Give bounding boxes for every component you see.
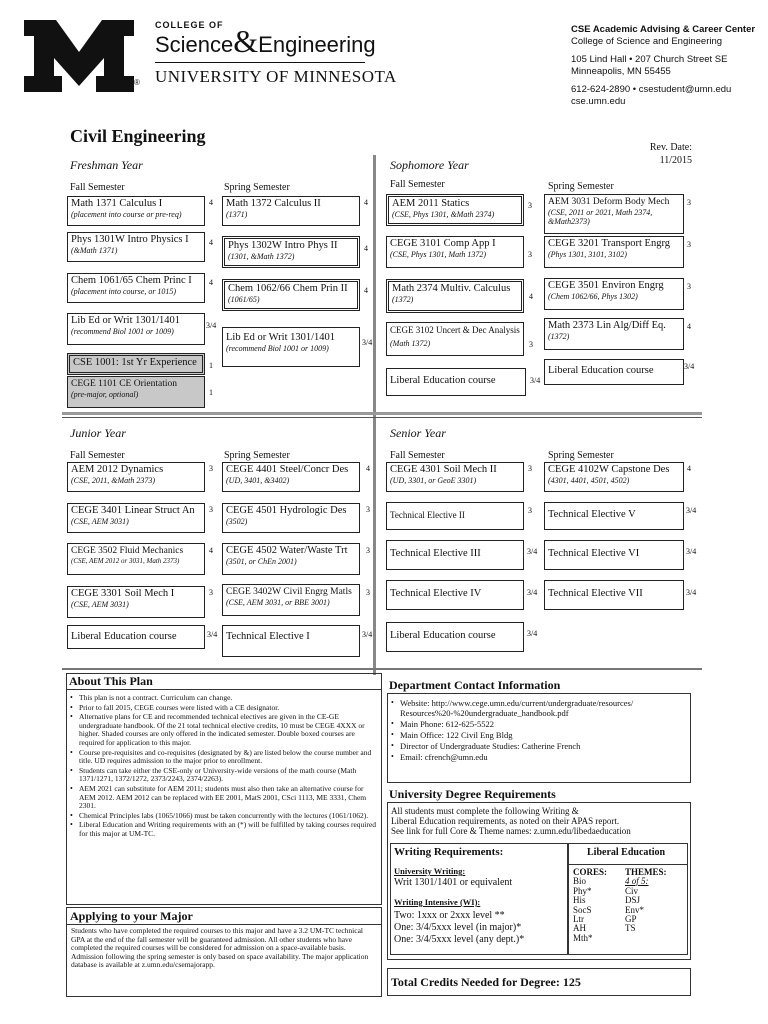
course-box: Math 2373 Lin Alg/Diff Eq. (1372) <box>544 318 684 350</box>
dept-contact-box <box>387 693 691 783</box>
course-credits: 3/4 <box>527 547 538 556</box>
course-box: Lib Ed or Writ 1301/1401 (recommend Biol 1001 or 1009) <box>222 327 360 367</box>
fall-semester-label: Fall Semester <box>390 450 445 461</box>
university-m-logo <box>24 20 134 92</box>
dept-contact-list <box>391 698 689 763</box>
course-credits: 3 <box>687 282 691 291</box>
course-box: CEGE 3401 Linear Struct An (CSE, AEM 3031) <box>67 503 205 533</box>
wi-line: One: 3/4/5xxx level (in major)* <box>394 922 522 933</box>
college-of-label: COLLEGE OF <box>155 20 224 30</box>
themes-column: THEMES: 4 of 5: Civ DSJ Env* GP TS <box>625 867 667 934</box>
course-credits: 3 <box>366 588 370 597</box>
univ-req-box <box>387 802 691 960</box>
course-box: Technical Elective IV <box>386 580 524 610</box>
course-credits: 3/4 <box>686 547 697 556</box>
course-credits: 4 <box>687 322 691 331</box>
course-credits: 1 <box>209 361 213 370</box>
dept-email[interactable]: • Email: cfrench@umn.edu <box>391 752 689 762</box>
center-name: CSE Academic Advising & Career Center <box>571 24 756 35</box>
total-credits-box <box>387 968 691 996</box>
heading-rule <box>67 689 381 690</box>
course-box: Technical Elective I <box>222 625 360 657</box>
applying-major-box <box>66 907 382 997</box>
course-box: AEM 2012 Dynamics (CSE, 2011, &Math 2373) <box>67 462 205 492</box>
course-box: Math 1371 Calculus I (placement into course or pre-req) <box>67 196 205 226</box>
applying-major-text: Students who have completed the required courses to this major and have a 3.2 UM-TC technical GPA at the end of the fall semester will be guaranteed admission. All other students who have completed the required courses will be considered for admission on a space-available basis. Admission following the spring semester is only based on space availability. The major application database is available at z.umn.edu/csemajorapp. <box>71 926 369 970</box>
course-box-required: Math 2374 Multiv. Calculus (1372) <box>386 279 524 313</box>
course-box: AEM 3031 Deform Body Mech (CSE, 2011 or 2021, Math 2374, &Math2373) <box>544 194 684 234</box>
course-credits: 4 <box>209 238 213 247</box>
course-credits: 3 <box>528 506 532 515</box>
registered-mark: ® <box>134 78 140 87</box>
about-plan-heading: About This Plan <box>69 674 153 688</box>
course-credits: 3/4 <box>362 338 373 347</box>
course-box-required: Phys 1302W Intro Phys II (1301, &Math 1372) <box>222 236 360 268</box>
writing-req-heading: Writing Requirements: <box>394 846 504 858</box>
course-credits: 1 <box>209 388 213 397</box>
course-credits: 3 <box>366 546 370 555</box>
about-bullet: • Course pre-requisites and co-requisites (designated by &) are listed below the course number and title. UD requires admission to the major prior to enrollment. <box>70 749 378 766</box>
spring-semester-label: Spring Semester <box>224 182 290 193</box>
course-box: CEGE 4301 Soil Mech II (UD, 3301, or GeoE 3301) <box>386 462 524 492</box>
course-credits: 3 <box>687 198 691 207</box>
course-box: CEGE 3502 Fluid Mechanics (CSE, AEM 2012 or 3031, Math 2373) <box>67 543 205 575</box>
advising-contact <box>571 24 755 108</box>
fall-semester-label: Fall Semester <box>390 179 445 190</box>
course-box: Phys 1301W Intro Physics I (&Math 1371) <box>67 232 205 262</box>
about-bullet: • AEM 2021 can substitute for AEM 2011; students must also then take an alternative course for AEM 2012. AEM 2012 can be replaced with EE 2001, MatS 2001, CSci 1113, ME 3331, Chem 2301. <box>70 785 378 811</box>
college-wordmark <box>155 20 397 87</box>
lib-ed-heading: Liberal Education <box>587 847 666 858</box>
course-credits: 3/4 <box>206 321 217 330</box>
wi-line: Two: 1xxx or 2xxx level ** <box>394 910 505 921</box>
course-credits: 3/4 <box>527 629 538 638</box>
year-divider-vertical <box>373 155 376 675</box>
course-credits: 4 <box>687 464 691 473</box>
course-box: CEGE 3501 Environ Engrg (Chem 1062/66, Phys 1302) <box>544 278 684 310</box>
course-credits: 3 <box>366 505 370 514</box>
course-box: CEGE 4102W Capstone Des (4301, 4401, 4501, 4502) <box>544 462 684 492</box>
course-credits: 4 <box>209 198 213 207</box>
course-box: Technical Elective VI <box>544 540 684 570</box>
year-divider-horizontal <box>62 412 702 415</box>
course-credits: 4 <box>366 464 370 473</box>
course-box: CEGE 4401 Steel/Concr Des (UD, 3401, &3402) <box>222 462 360 492</box>
course-box: CEGE 3101 Comp App I (CSE, Phys 1301, Math 1372) <box>386 236 524 268</box>
course-box-shaded: CSE 1001: 1st Yr Experience <box>67 353 205 375</box>
univ-writing-label: University Writing: <box>394 866 466 876</box>
freshman-year-heading: Freshman Year <box>70 158 143 172</box>
dept-website[interactable]: • Website: http://www.cege.umn.edu/current/undergraduate/resources/ Resources%20-%20undergraduate_handbook.pdf <box>391 698 689 718</box>
course-credits: 3 <box>209 464 213 473</box>
course-box: Technical Elective VII <box>544 580 684 610</box>
course-credits: 3 <box>529 340 533 349</box>
about-bullet: • Students can take either the CSE-only or University-wide versions of the math course (Math 1371/1271, 1372/1272, 2373/2243, 2374/2263). <box>70 767 378 784</box>
spring-semester-label: Spring Semester <box>224 450 290 461</box>
course-credits: 3/4 <box>684 362 695 371</box>
course-box-required: Chem 1062/66 Chem Prin II (1061/65) <box>222 279 360 311</box>
course-box: Technical Elective II <box>386 502 524 530</box>
fall-semester-label: Fall Semester <box>70 450 125 461</box>
website-link[interactable]: cse.umn.edu <box>571 96 626 107</box>
junior-year-heading: Junior Year <box>70 426 126 440</box>
fall-semester-label: Fall Semester <box>70 182 125 193</box>
senior-year-heading: Senior Year <box>390 426 446 440</box>
dept-office: • Main Office: 122 Civil Eng Bldg <box>391 730 689 740</box>
course-credits: 4 <box>364 198 368 207</box>
course-credits: 3/4 <box>527 588 538 597</box>
course-box: Liberal Education course <box>67 625 205 649</box>
about-bullet: • This plan is not a contract. Curriculum can change. <box>70 694 378 703</box>
dept-director: • Director of Undergraduate Studies: Catherine French <box>391 741 689 751</box>
course-credits: 4 <box>364 286 368 295</box>
section-divider <box>62 417 702 418</box>
spring-semester-label: Spring Semester <box>548 181 614 192</box>
course-box: Math 1372 Calculus II (1371) <box>222 196 360 226</box>
course-box: CEGE 3402W Civil Engrg Matls (CSE, AEM 3031, or BBE 3001) <box>222 584 360 616</box>
phone-email: 612-624-2890 • csestudent@umn.edu <box>571 84 732 95</box>
course-box: Liberal Education course <box>544 359 684 385</box>
univ-writing-value: Writ 1301/1401 or equivalent <box>394 877 513 888</box>
course-box-required: AEM 2011 Statics (CSE, Phys 1301, &Math 2374) <box>386 194 524 226</box>
sophomore-year-heading: Sophomore Year <box>390 158 469 172</box>
course-box: CEGE 3102 Uncert & Dec Analysis (Math 1372) <box>386 322 524 356</box>
course-credits: 4 <box>209 278 213 287</box>
dept-contact-heading: Department Contact Information <box>389 678 561 692</box>
course-credits: 3/4 <box>686 506 697 515</box>
course-box: CEGE 4502 Water/Waste Trt (3501, or ChEn 2001) <box>222 543 360 575</box>
course-credits: 3 <box>687 240 691 249</box>
about-bullet: • Alternative plans for CE and recommended technical electives are given in the CE-GE undergraduate handbook. Of the 21 total technical elective credits, 10 must be CEGE 4XXX or higher. Shaded courses are only offered in the indicated semester. Double boxed courses are required for application to this major. <box>70 713 378 747</box>
spring-semester-label: Spring Semester <box>548 450 614 461</box>
course-box: CEGE 3301 Soil Mech I (CSE, AEM 3031) <box>67 586 205 618</box>
wordmark-divider <box>155 62 365 63</box>
course-credits: 3 <box>209 588 213 597</box>
lib-ed-box <box>568 843 688 955</box>
course-credits: 3/4 <box>530 376 541 385</box>
dept-phone: • Main Phone: 612-625-5522 <box>391 719 689 729</box>
course-box: Liberal Education course <box>386 368 526 396</box>
course-box: Liberal Education course <box>386 622 524 652</box>
course-credits: 3 <box>528 464 532 473</box>
about-bullet: • Chemical Principles labs (1065/1066) must be taken concurrently with the lectures (1061/1062). <box>70 812 378 821</box>
course-credits: 4 <box>364 244 368 253</box>
college-line: College of Science and Engineering <box>571 36 723 47</box>
course-box: CEGE 4501 Hydrologic Des (3502) <box>222 503 360 533</box>
heading-rule <box>67 924 381 925</box>
course-credits: 3/4 <box>362 630 373 639</box>
about-bullet: • Prior to fall 2015, CEGE courses were listed with a CE designator. <box>70 704 378 713</box>
lib-ed-rule <box>569 864 687 865</box>
course-credits: 4 <box>529 292 533 301</box>
course-credits: 3 <box>528 201 532 210</box>
university-name: UNIVERSITY OF MINNESOTA <box>155 67 397 86</box>
writing-intensive-label: Writing Intensive (WI): <box>394 897 481 907</box>
college-name: Science&Engineering <box>155 23 376 59</box>
course-box: CEGE 3201 Transport Engrg (Phys 1301, 3101, 3102) <box>544 236 684 268</box>
course-box-shaded: CEGE 1101 CE Orientation (pre-major, optional) <box>67 376 205 408</box>
course-credits: 3/4 <box>686 588 697 597</box>
about-plan-list <box>70 694 378 840</box>
course-credits: 3 <box>528 250 532 259</box>
applying-major-heading: Applying to your Major <box>70 909 193 923</box>
course-credits: 3 <box>209 505 213 514</box>
revision-date: Rev. Date: 11/2015 <box>649 142 692 166</box>
wi-line: One: 3/4/5xxx level (any dept.)* <box>394 934 525 945</box>
univ-req-heading: University Degree Requirements <box>389 787 556 801</box>
page-title: Civil Engineering <box>70 126 206 146</box>
about-bullet: • Liberal Education and Writing requirements with an (*) will be fulfilled by taking courses required for this major at UM-TC. <box>70 821 378 838</box>
course-credits: 4 <box>209 546 213 555</box>
univ-req-intro: All students must complete the following Writing & Liberal Education requirements, as noted on their APAS report. See link for full Core & Theme names: z.umn.edu/libedaeducation <box>391 806 631 836</box>
bottom-divider <box>62 668 702 670</box>
course-box: Technical Elective V <box>544 502 684 530</box>
course-credits: 3/4 <box>207 630 218 639</box>
total-credits: Total Credits Needed for Degree: 125 <box>391 975 581 989</box>
course-box: Lib Ed or Writ 1301/1401 (recommend Biol 1001 or 1009) <box>67 313 205 345</box>
about-plan-box <box>66 673 382 905</box>
address-line-1: 105 Lind Hall • 207 Church Street SE <box>571 54 728 65</box>
address-line-2: Minneapolis, MN 55455 <box>571 66 671 77</box>
cores-column: CORES: Bio Phy* His SocS Ltr AH Mth* <box>573 867 608 943</box>
writing-req-box <box>390 843 568 955</box>
course-box: Chem 1061/65 Chem Princ I (placement into course, or 1015) <box>67 273 205 303</box>
course-box: Technical Elective III <box>386 540 524 570</box>
